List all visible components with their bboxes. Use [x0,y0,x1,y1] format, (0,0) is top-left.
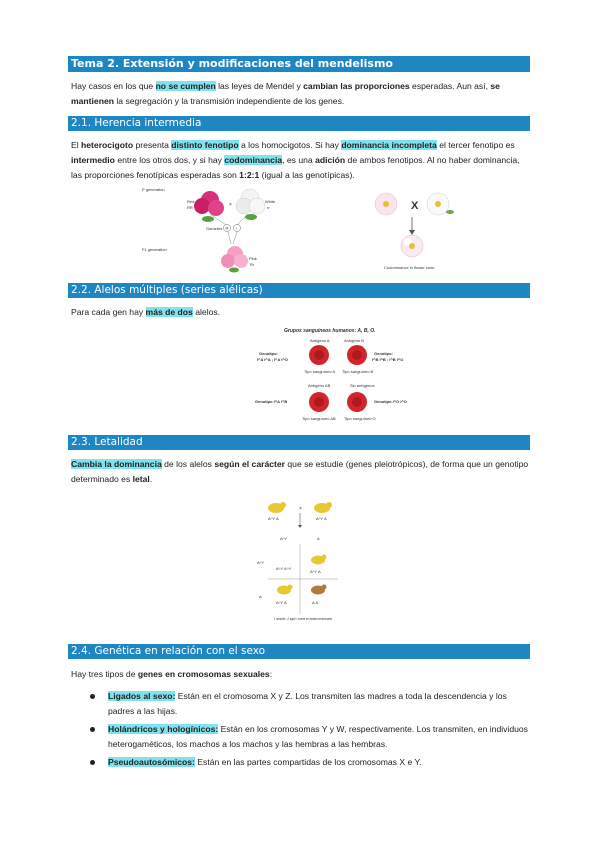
svg-text:Genotipo I^O I^O: Genotipo I^O I^O [374,399,407,404]
intro-paragraph: Hay casos en los que no se cumplen las leyes de Mendel y cambian las proporciones esperadas. Aun así, se mantienen la segregación y la transmisión independiente de los genes. [71,81,500,106]
agouti-mouse-offspring [311,585,327,595]
f1-generation-label: F1 generation [142,247,167,252]
codominance-figure [368,190,468,272]
red-blood-cell-a [309,345,329,365]
svg-text:A^Y A: A^Y A [276,600,287,605]
svg-text:A^Y A: A^Y A [310,569,321,574]
svg-text:Antígeno AB: Antígeno AB [308,383,331,388]
page-title: Tema 2. Extensión y modificaciones del mendelismo [68,56,530,72]
svg-text:Genotipo:: Genotipo: [374,351,393,356]
svg-text:A: A [259,594,262,599]
svg-text:Tipo sanguíneo O: Tipo sanguíneo O [344,416,376,421]
list-item: Holándricos y hologínicos: Están en los cromosomas Y y W, respectivamente. Los transmiten, en individuos heterogaméticos, los machos a los machos y las hembras a las hembras. [88,722,532,752]
sex-genes-list [88,689,532,773]
svg-text:A A: A A [312,600,319,605]
yellow-mouse-offspring-2 [277,585,293,595]
yellow-mouse-parent-1 [268,502,286,513]
section-heading-letalidad: 2.3. Letalidad [68,435,530,450]
p-generation-label: P generation [142,187,165,192]
section-heading-herencia-intermedia: 2.1. Herencia intermedia [68,116,530,131]
bullet-icon [90,694,95,699]
svg-text:r: r [236,225,238,231]
red-blood-cell-b [347,345,367,365]
svg-text:X: X [411,200,419,212]
svg-text:Red: Red [187,199,195,204]
herencia-intermedia-paragraph: El heterocigoto presenta distinto fenotipo a los homocigotos. Si hay dominancia incompleta el tercer fenotipo es intermedio entre los otros dos, y si hay codominancia, es una adición de ambos fenotipos. Al no haber dominancia, las proporciones fenotípicas esperadas son 1:2:1 (igual a las genotípicas). [71,140,520,180]
svg-text:A^Y A: A^Y A [316,516,327,521]
lethal-alleles-figure [254,500,346,628]
genetica-sexo-paragraph: Hay tres tipos de genes en cromosomas sexuales: [71,669,273,679]
highlight: no se cumplen [155,81,216,91]
section-heading-genetica-sexo: 2.4. Genética en relación con el sexo [68,644,530,659]
svg-text:I^B I^B ; I^B I^O: I^B I^B ; I^B I^O [372,357,404,362]
svg-text:A^Y: A^Y [280,536,288,541]
svg-text:Grupos sanguíneos humanos: A,: Grupos sanguíneos humanos: A, B, O. [284,328,376,334]
svg-text:rr: rr [267,205,270,210]
pink-flower [221,246,248,273]
svg-text:A^Y: A^Y [257,560,265,565]
svg-text:Gametes: Gametes [206,226,223,231]
red-blood-cell-o [347,392,367,412]
white-flower [236,189,265,220]
svg-text:Pink: Pink [249,256,257,261]
svg-text:Sin antígenos: Sin antígenos [350,383,375,388]
red-flower [194,191,224,222]
bullet-icon [90,760,95,765]
svg-text:Tipo sanguíneo B: Tipo sanguíneo B [342,369,374,374]
list-item: Ligados al sexo: Están en el cromosoma X y Z. Los transmiten las madres a toda la descendencia y los padres a las hijas. [88,689,532,719]
svg-text:A^Y A: A^Y A [268,516,279,521]
list-item: Pseudoautosómicos: Están en las partes compartidas de los cromosomas X e Y. [88,755,532,770]
svg-text:RR: RR [187,205,193,210]
lethal-note: 1 amarillo : 2 agutí / muere en estado embrionario [274,616,333,621]
svg-text:A: A [317,536,320,541]
svg-text:Tipo sanguíneo AB: Tipo sanguíneo AB [302,416,336,421]
yellow-mouse-offspring-1 [311,555,327,565]
svg-text:I^A I^A ; I^A I^O: I^A I^A ; I^A I^O [257,357,288,362]
svg-text:Rr: Rr [250,262,255,267]
svg-text:Genotipo:: Genotipo: [259,351,278,356]
svg-text:Antígeno B: Antígeno B [344,338,364,343]
red-blood-cell-ab [309,392,329,412]
svg-text:Genotipo I^A I^B: Genotipo I^A I^B [255,399,288,404]
codominance-caption: Codominance in flower color [384,265,435,270]
svg-text:×: × [229,202,232,208]
letalidad-paragraph: Cambia la dominancia de los alelos según el carácter que se estudie (genes pleiotrópicos), de forma que un genotipo determinado es letal. [71,459,529,484]
svg-text:White: White [265,199,276,204]
svg-text:R: R [225,225,229,231]
section-heading-alelos-multiples: 2.2. Alelos múltiples (series alélicas) [68,283,530,298]
incomplete-dominance-figure [140,184,300,276]
mixed-flower [401,235,423,257]
svg-text:Tipo sanguíneo A: Tipo sanguíneo A [304,369,335,374]
white-flower-2 [427,193,454,215]
alelos-multiples-paragraph: Para cada gen hay más de dos alelos. [71,307,221,317]
blood-groups-figure [254,325,424,427]
svg-text:A^Y A^Y: A^Y A^Y [276,566,292,571]
yellow-mouse-parent-2 [314,502,332,513]
pink-white-flower [375,193,397,215]
svg-text:Antígeno A: Antígeno A [310,338,330,343]
svg-text:×: × [299,506,302,512]
bullet-icon [90,727,95,732]
